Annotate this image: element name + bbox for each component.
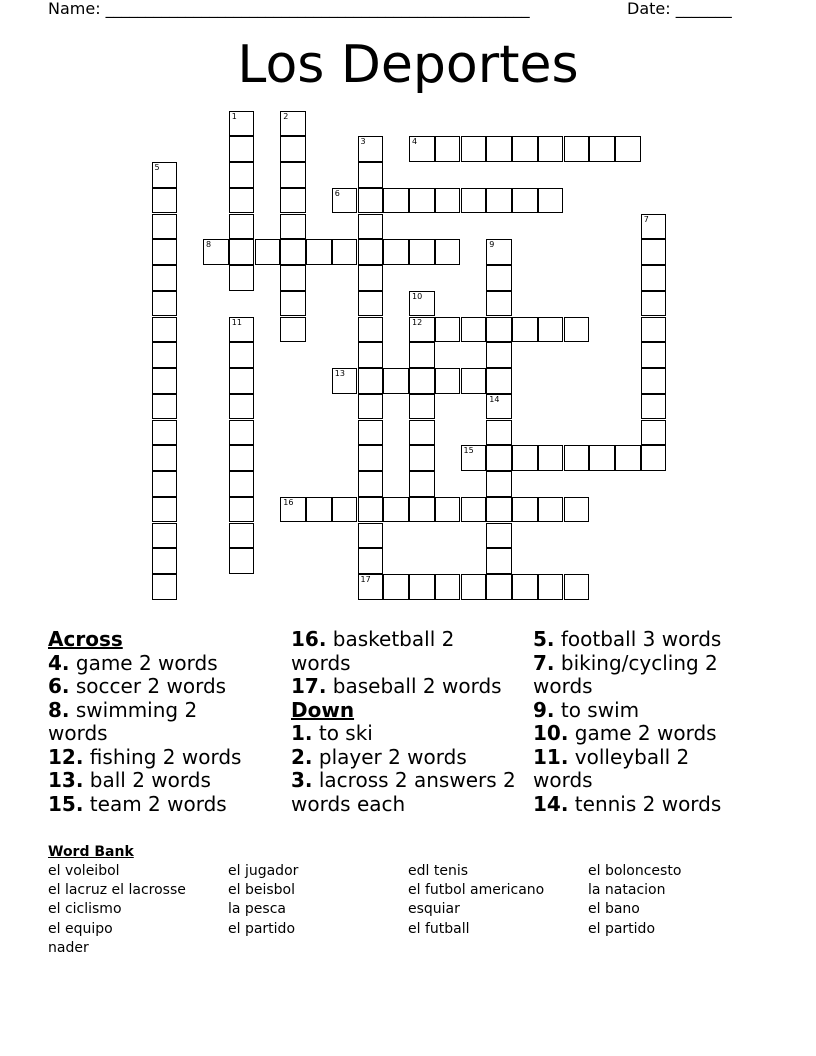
grid-cell[interactable] xyxy=(152,239,178,265)
grid-cell[interactable] xyxy=(280,162,306,188)
grid-cell[interactable] xyxy=(229,111,255,137)
grid-cell[interactable] xyxy=(435,368,461,394)
grid-cell[interactable] xyxy=(332,497,358,523)
grid-cell[interactable] xyxy=(332,239,358,265)
word-bank-item: el bano xyxy=(588,901,640,918)
clue-number: 7 xyxy=(643,214,649,224)
word-bank-item: nader xyxy=(48,939,89,956)
grid-cell[interactable] xyxy=(486,420,512,446)
grid-cell[interactable] xyxy=(280,136,306,162)
grid-cell[interactable] xyxy=(229,188,255,214)
grid-cell[interactable] xyxy=(538,574,564,600)
clue-number: 8 xyxy=(206,240,212,250)
grid-cell[interactable] xyxy=(409,317,435,343)
grid-cell[interactable] xyxy=(538,188,564,214)
grid-cell[interactable] xyxy=(641,445,667,471)
grid-cell[interactable] xyxy=(229,136,255,162)
grid-cell[interactable] xyxy=(486,291,512,317)
grid-cell[interactable] xyxy=(409,471,435,497)
clue-number: 9 xyxy=(489,240,495,250)
grid-cell[interactable] xyxy=(435,188,461,214)
grid-cell[interactable] xyxy=(280,291,306,317)
across-header: Across xyxy=(48,627,123,651)
clue-down-14: 14. tennis 2 words xyxy=(533,791,722,816)
word-bank-item: el lacruz el lacrosse xyxy=(48,882,186,899)
grid-cell[interactable] xyxy=(229,265,255,291)
page-title: Los Deportes xyxy=(237,35,579,95)
grid-cell[interactable] xyxy=(512,136,538,162)
grid-cell[interactable] xyxy=(512,497,538,523)
clue-across-15: 15. team 2 words xyxy=(48,791,227,816)
grid-cell[interactable] xyxy=(641,368,667,394)
grid-cell[interactable] xyxy=(358,471,384,497)
grid-cell[interactable] xyxy=(280,265,306,291)
grid-cell[interactable] xyxy=(486,548,512,574)
grid-cell[interactable] xyxy=(280,239,306,265)
grid-cell[interactable] xyxy=(486,317,512,343)
grid-cell[interactable] xyxy=(383,239,409,265)
grid-cell[interactable] xyxy=(358,265,384,291)
grid-cell[interactable] xyxy=(229,445,255,471)
grid-cell[interactable] xyxy=(435,497,461,523)
clue-number: 6 xyxy=(334,188,340,198)
grid-cell[interactable] xyxy=(229,471,255,497)
clue-down-9: 9. to swim xyxy=(533,697,640,722)
grid-cell[interactable] xyxy=(641,214,667,240)
grid-cell[interactable] xyxy=(229,317,255,343)
clue-down-1: 1. to ski xyxy=(291,721,373,745)
grid-cell[interactable] xyxy=(589,445,615,471)
clue-down-7: 7. biking/cycling 2 words xyxy=(533,650,718,698)
clue-number: 10 xyxy=(412,291,423,301)
grid-cell[interactable] xyxy=(486,265,512,291)
grid-cell[interactable] xyxy=(358,548,384,574)
grid-cell[interactable] xyxy=(383,497,409,523)
clue-down-3: 3. lacross 2 answers 2 words each xyxy=(291,768,516,816)
clue-number: 17 xyxy=(360,575,371,584)
grid-cell[interactable] xyxy=(383,188,409,214)
grid-cell[interactable] xyxy=(486,239,512,265)
grid-cell[interactable] xyxy=(615,445,641,471)
grid-cell[interactable] xyxy=(152,188,178,214)
grid-cell[interactable] xyxy=(229,342,255,368)
grid-cell[interactable] xyxy=(461,136,487,162)
word-bank-title: Word Bank xyxy=(48,844,134,860)
clue-down-11: 11. volleyball 2 words xyxy=(533,744,690,792)
date-field-label: Date: _______ xyxy=(627,0,732,18)
grid-cell[interactable] xyxy=(461,445,487,471)
grid-cell[interactable] xyxy=(152,317,178,343)
grid-cell[interactable] xyxy=(589,136,615,162)
grid-cell[interactable] xyxy=(538,136,564,162)
clue-number: 15 xyxy=(463,446,474,456)
clue-number: 13 xyxy=(334,369,345,378)
grid-cell[interactable] xyxy=(358,445,384,471)
grid-cell[interactable] xyxy=(409,394,435,420)
grid-cell[interactable] xyxy=(486,471,512,497)
grid-cell[interactable] xyxy=(564,445,590,471)
grid-cell[interactable] xyxy=(486,188,512,214)
clue-number: 4 xyxy=(412,137,418,147)
grid-cell[interactable] xyxy=(512,317,538,343)
grid-cell[interactable] xyxy=(152,574,178,600)
clue-number: 11 xyxy=(231,317,242,327)
grid-cell[interactable] xyxy=(229,497,255,523)
word-bank-item: esquiar xyxy=(408,901,460,918)
word-bank-item: el beisbol xyxy=(228,882,295,899)
grid-cell[interactable] xyxy=(486,574,512,600)
grid-cell[interactable] xyxy=(486,368,512,394)
grid-cell[interactable] xyxy=(152,445,178,471)
grid-cell[interactable] xyxy=(383,368,409,394)
grid-cell[interactable] xyxy=(152,368,178,394)
clue-across-13: 13. ball 2 words xyxy=(48,768,211,792)
word-bank-item: el jugador xyxy=(228,863,299,879)
grid-cell[interactable] xyxy=(152,471,178,497)
clue-across-6: 6. soccer 2 words xyxy=(48,674,227,698)
grid-cell[interactable] xyxy=(152,394,178,420)
grid-cell[interactable] xyxy=(564,317,590,343)
grid-cell[interactable] xyxy=(332,368,358,394)
grid-cell[interactable] xyxy=(641,342,667,368)
grid-cell[interactable] xyxy=(461,317,487,343)
grid-cell[interactable] xyxy=(358,188,384,214)
grid-cell[interactable] xyxy=(512,445,538,471)
grid-cell[interactable] xyxy=(641,317,667,343)
grid-cell[interactable] xyxy=(280,188,306,214)
grid-cell[interactable] xyxy=(358,523,384,549)
grid-cell[interactable] xyxy=(358,214,384,240)
grid-cell[interactable] xyxy=(486,445,512,471)
grid-cell[interactable] xyxy=(641,420,667,446)
word-bank-item: el voleibol xyxy=(48,863,120,879)
grid-cell[interactable] xyxy=(564,136,590,162)
grid-cell[interactable] xyxy=(229,162,255,188)
clue-across-17: 17. baseball 2 words xyxy=(291,674,502,698)
grid-cell[interactable] xyxy=(255,239,281,265)
grid-cell[interactable] xyxy=(358,574,384,600)
across-clues-column-1 xyxy=(48,628,283,816)
grid-cell[interactable] xyxy=(435,574,461,600)
grid-cell[interactable] xyxy=(409,239,435,265)
word-bank-item: la pesca xyxy=(228,901,286,918)
grid-cell[interactable] xyxy=(461,497,487,523)
grid-cell[interactable] xyxy=(641,291,667,317)
grid-cell[interactable] xyxy=(512,188,538,214)
clue-number: 3 xyxy=(360,137,366,147)
grid-cell[interactable] xyxy=(435,239,461,265)
word-bank-item: el boloncesto xyxy=(588,863,682,879)
grid-cell[interactable] xyxy=(461,188,487,214)
grid-cell[interactable] xyxy=(152,548,178,574)
clue-across-4: 4. game 2 words xyxy=(48,650,218,675)
grid-cell[interactable] xyxy=(280,497,306,523)
grid-cell[interactable] xyxy=(409,420,435,446)
grid-cell[interactable] xyxy=(358,497,384,523)
grid-cell[interactable] xyxy=(538,497,564,523)
grid-cell[interactable] xyxy=(306,239,332,265)
grid-cell[interactable] xyxy=(229,239,255,265)
grid-cell[interactable] xyxy=(152,265,178,291)
grid-cell[interactable] xyxy=(358,291,384,317)
grid-cell[interactable] xyxy=(435,136,461,162)
clue-number: 2 xyxy=(283,111,289,121)
grid-cell[interactable] xyxy=(564,497,590,523)
grid-cell[interactable] xyxy=(409,445,435,471)
grid-cell[interactable] xyxy=(409,574,435,600)
word-bank-item: el partido xyxy=(228,920,296,937)
grid-cell[interactable] xyxy=(564,574,590,600)
clue-number: 5 xyxy=(154,163,160,172)
grid-cell[interactable] xyxy=(615,136,641,162)
grid-cell[interactable] xyxy=(332,188,358,214)
grid-cell[interactable] xyxy=(306,497,332,523)
word-bank-item: edl tenis xyxy=(408,863,468,879)
grid-cell[interactable] xyxy=(486,342,512,368)
grid-cell[interactable] xyxy=(152,497,178,523)
grid-cell[interactable] xyxy=(538,317,564,343)
grid-cell[interactable] xyxy=(512,574,538,600)
grid-cell[interactable] xyxy=(152,291,178,317)
grid-cell[interactable] xyxy=(358,317,384,343)
clue-across-12: 12. fishing 2 words xyxy=(48,744,242,769)
clue-number: 14 xyxy=(489,394,500,404)
grid-cell[interactable] xyxy=(358,420,384,446)
word-bank-item: el futball xyxy=(408,920,470,937)
grid-cell[interactable] xyxy=(486,136,512,162)
grid-cell[interactable] xyxy=(152,420,178,446)
grid-cell[interactable] xyxy=(152,214,178,240)
grid-cell[interactable] xyxy=(641,265,667,291)
grid-cell[interactable] xyxy=(486,523,512,549)
word-bank-item: la natacion xyxy=(588,882,666,899)
grid-cell[interactable] xyxy=(203,239,229,265)
grid-cell[interactable] xyxy=(358,162,384,188)
grid-cell[interactable] xyxy=(358,394,384,420)
clue-number: 1 xyxy=(231,111,237,121)
clue-down-5: 5. football 3 words xyxy=(533,627,722,651)
grid-cell[interactable] xyxy=(229,214,255,240)
grid-cell[interactable] xyxy=(152,342,178,368)
grid-cell[interactable] xyxy=(229,523,255,549)
grid-cell[interactable] xyxy=(358,239,384,265)
grid-cell[interactable] xyxy=(280,317,306,343)
word-bank-item: el ciclismo xyxy=(48,901,122,918)
grid-cell[interactable] xyxy=(486,394,512,420)
grid-cell[interactable] xyxy=(409,136,435,162)
grid-cell[interactable] xyxy=(229,368,255,394)
grid-cell[interactable] xyxy=(409,497,435,523)
grid-cell[interactable] xyxy=(538,445,564,471)
grid-cell[interactable] xyxy=(461,368,487,394)
grid-cell[interactable] xyxy=(358,136,384,162)
grid-cell[interactable] xyxy=(409,188,435,214)
down-header: Down xyxy=(291,697,355,722)
clue-number: 12 xyxy=(412,317,423,327)
grid-cell[interactable] xyxy=(435,317,461,343)
clue-across-16: 16. basketball 2 words xyxy=(291,627,455,675)
grid-cell[interactable] xyxy=(409,342,435,368)
word-bank-item: el partido xyxy=(588,920,656,937)
word-bank-item: el futbol americano xyxy=(408,882,545,899)
grid-cell[interactable] xyxy=(409,368,435,394)
word-bank-item: el equipo xyxy=(48,920,113,937)
grid-cell[interactable] xyxy=(409,291,435,317)
grid-cell[interactable] xyxy=(229,548,255,574)
clue-down-2: 2. player 2 words xyxy=(291,744,467,769)
clue-down-10: 10. game 2 words xyxy=(533,721,717,745)
grid-cell[interactable] xyxy=(280,214,306,240)
grid-cell[interactable] xyxy=(229,420,255,446)
clues-column-2 xyxy=(291,628,526,816)
grid-cell[interactable] xyxy=(280,111,306,137)
grid-cell[interactable] xyxy=(486,497,512,523)
clue-number: 16 xyxy=(283,497,294,507)
clue-across-8: 8. swimming 2 words xyxy=(48,697,198,745)
down-clues-column-3 xyxy=(533,628,803,816)
grid-cell[interactable] xyxy=(358,342,384,368)
grid-cell[interactable] xyxy=(641,394,667,420)
grid-cell[interactable] xyxy=(229,394,255,420)
grid-cell[interactable] xyxy=(152,523,178,549)
grid-cell[interactable] xyxy=(641,239,667,265)
grid-cell[interactable] xyxy=(461,574,487,600)
name-field-label: Name: _____________________________________________________ xyxy=(48,0,530,18)
grid-cell[interactable] xyxy=(358,368,384,394)
grid-cell[interactable] xyxy=(152,162,178,188)
grid-cell[interactable] xyxy=(383,574,409,600)
